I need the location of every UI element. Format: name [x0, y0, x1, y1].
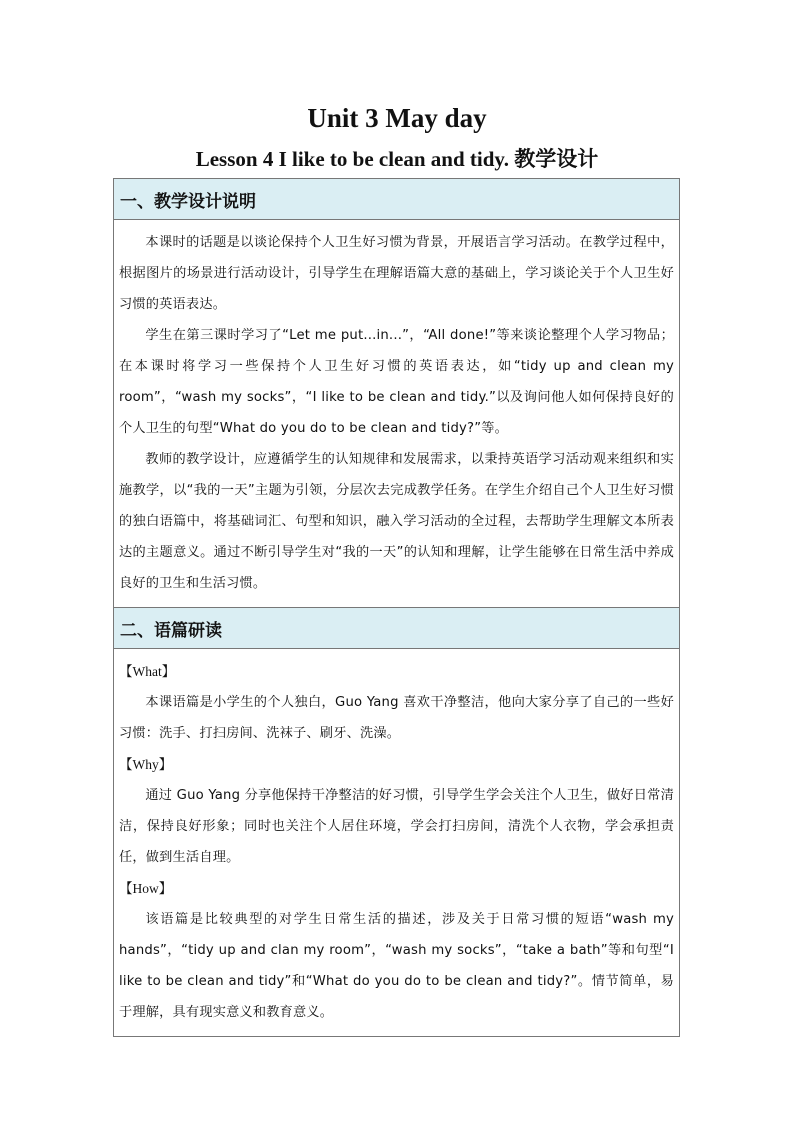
unit-title: Unit 3 May day	[307, 103, 487, 133]
lesson-title: Lesson 4 I like to be clean and tidy. 教学设计	[195, 147, 599, 171]
how-tag: 【How】	[119, 881, 173, 896]
section-1-paragraph: 本课时的话题是以谈论保持个人卫生好习惯为背景，开展语言学习活动。在教学过程中，根据图片的场景进行活动设计，引导学生在理解语篇大意的基础上，学习谈论关于个人卫生好习惯的英语表达。	[119, 235, 674, 312]
section-2-header-row	[114, 608, 680, 649]
why-tag: 【Why】	[119, 757, 173, 772]
what-paragraph: 本课语篇是小学生的个人独白，Guo Yang 喜欢干净整洁，他向大家分享了自己的一些好习惯：洗手、打扫房间、洗袜子、刷牙、洗澡。	[119, 695, 674, 741]
section-1-header-row	[114, 179, 680, 220]
section-1-body	[114, 220, 680, 608]
section-2-body	[114, 649, 680, 1037]
section-1-body-row	[114, 220, 680, 608]
what-tag: 【What】	[119, 664, 176, 679]
section-1-heading: 一、教学设计说明	[114, 179, 680, 220]
why-paragraph: 通过 Guo Yang 分享他保持干净整洁的好习惯，引导学生学会关注个人卫生，做好日常清洁，保持良好形象；同时也关注个人居住环境，学会打扫房间，清洗个人衣物，学会承担责任，做到生活自理。	[119, 788, 674, 865]
section-1-paragraph: 教师的教学设计，应遵循学生的认知规律和发展需求，以秉持英语学习活动观来组织和实施教学，以“我的一天”主题为引领，分层次去完成教学任务。在学生介绍自己个人卫生好习惯的独白语篇中，将基础词汇、句型和知识，融入学习活动的全过程，去帮助学生理解文本所表达的主题意义。通过不断引导学生对“我的一天”的认知和理解，让学生能够在日常生活中养成良好的卫生和生活习惯。	[119, 452, 674, 591]
section-1-paragraph: 学生在第三课时学习了“Let me put...in...”，“All done!”等来谈论整理个人学习物品；在本课时将学习一些保持个人卫生好习惯的英语表达，如“tidy up and clean my room”，“wash my socks”，“I like to be clean and tidy.”以及询问他人如何保持良好的个人卫生的句型“What do you do to be clean and tidy?”等。	[119, 328, 674, 436]
section-2-heading: 二、语篇研读	[114, 608, 680, 649]
design-table	[113, 178, 680, 1037]
section-2-body-row	[114, 649, 680, 1037]
how-paragraph: 该语篇是比较典型的对学生日常生活的描述，涉及关于日常习惯的短语“wash my hands”，“tidy up and clan my room”，“wash my socks”，“take a bath”等和句型“I like to be clean and tidy”和“What do you do to be clean and tidy?”。情节简单，易于理解，具有现实意义和教育意义。	[119, 912, 674, 1020]
